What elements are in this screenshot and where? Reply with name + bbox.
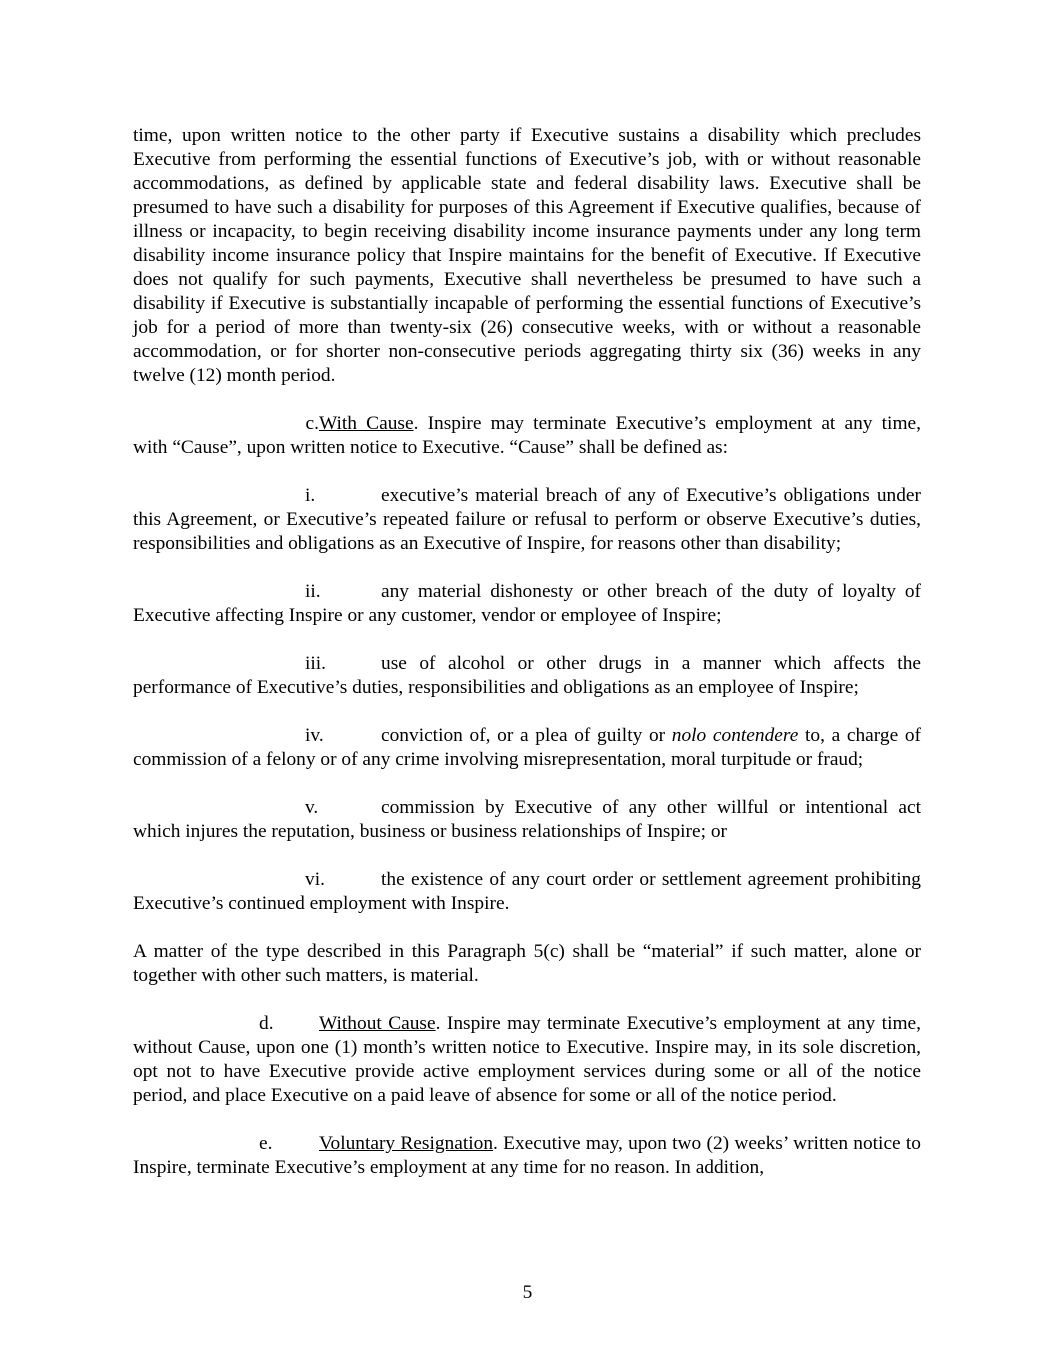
paragraph-without-cause	[133, 1012, 921, 1108]
item-text-ii: any material dishonesty or other breach of the duty of loyalty of Executive affecting Inspire or any customer, vendor or employee of Inspire;	[133, 581, 921, 626]
without-cause-text: . Inspire may terminate Executive’s employment at any time, without Cause, upon one (1) month’s written notice to Executive. Inspire may, in its sole discretion, opt not to have Executive provide active employment services during some or all of the notice period, and place Executive on a paid leave of absence for some or all of the notice period.	[133, 1013, 921, 1106]
item-text-i: executive’s material breach of any of Executive’s obligations under this Agreement, or Executive’s repeated failure or refusal to perform or observe Executive’s duties, responsibilities and obligations as an Executive of Inspire, for reasons other than disability;	[133, 485, 921, 554]
item-label-iii: iii.	[305, 653, 327, 674]
subsection-label-e: e.	[259, 1133, 273, 1154]
item-label-iv: iv.	[305, 725, 324, 746]
subsection-label-d: d.	[259, 1013, 274, 1034]
item-label-ii: ii.	[305, 581, 321, 602]
paragraph-voluntary-resignation	[133, 1132, 921, 1180]
list-item-cause-vi	[133, 868, 921, 916]
item-text-v: commission by Executive of any other willful or intentional act which injures the reputation, business or business relationships of Inspire; or	[133, 797, 921, 842]
list-item-cause-i	[133, 484, 921, 556]
list-item-cause-iv	[133, 724, 921, 772]
item-text-iv-before: conviction of, or a plea of guilty or	[381, 725, 672, 746]
heading-voluntary-resignation: Voluntary Resignation	[319, 1133, 494, 1154]
with-cause-text: . Inspire may terminate Executive’s employment at any time, with “Cause”, upon written notice to Executive. “Cause” shall be defined as:	[133, 413, 921, 458]
heading-without-cause: Without Cause	[319, 1013, 436, 1034]
item-text-iv-after: to, a charge of commission of a felony or of any crime involving misrepresentation, moral turpitude or fraud;	[133, 725, 921, 770]
heading-with-cause: With Cause	[319, 413, 414, 434]
item-text-iii: use of alcohol or other drugs in a manner which affects the performance of Executive’s duties, responsibilities and obligations as an employee of Inspire;	[133, 653, 921, 698]
page-number: 5	[522, 1282, 533, 1303]
paragraph-material-definition: A matter of the type described in this Paragraph 5(c) shall be “material” if such matter, alone or together with other such matters, is material.	[133, 941, 921, 986]
item-label-vi: vi.	[305, 869, 325, 890]
item-text-iv-italic: nolo contendere	[671, 725, 799, 746]
item-text-vi: the existence of any court order or settlement agreement prohibiting Executive’s continued employment with Inspire.	[133, 869, 921, 914]
paragraph-with-cause	[133, 412, 921, 460]
list-item-cause-v	[133, 796, 921, 844]
subsection-label-c: c.	[305, 413, 319, 434]
list-item-cause-ii	[133, 580, 921, 628]
paragraph-disability-continued: time, upon written notice to the other party if Executive sustains a disability which precludes Executive from performing the essential functions of Executive’s job, with or without reasonable accommodations, as defined by applicable state and federal disability laws. Executive shall be presumed to have such a disability for purposes of this Agreement if Executive qualifies, because of illness or incapacity, to begin receiving disability income insurance payments under any long term disability income insurance policy that Inspire maintains for the benefit of Executive. If Executive does not qualify for such payments, Executive shall nevertheless be presumed to have such a disability if Executive is substantially incapable of performing the essential functions of Executive’s job for a period of more than twenty-six (26) consecutive weeks, with or without a reasonable accommodation, or for shorter non-consecutive periods aggregating thirty six (36) weeks in any twelve (12) month period.	[133, 125, 921, 386]
item-label-i: i.	[305, 485, 316, 506]
item-label-v: v.	[305, 797, 319, 818]
list-item-cause-iii	[133, 652, 921, 700]
voluntary-resignation-text: . Executive may, upon two (2) weeks’ written notice to Inspire, terminate Executive’s employment at any time for no reason. In addition,	[133, 1133, 921, 1178]
document-body	[133, 124, 921, 1180]
